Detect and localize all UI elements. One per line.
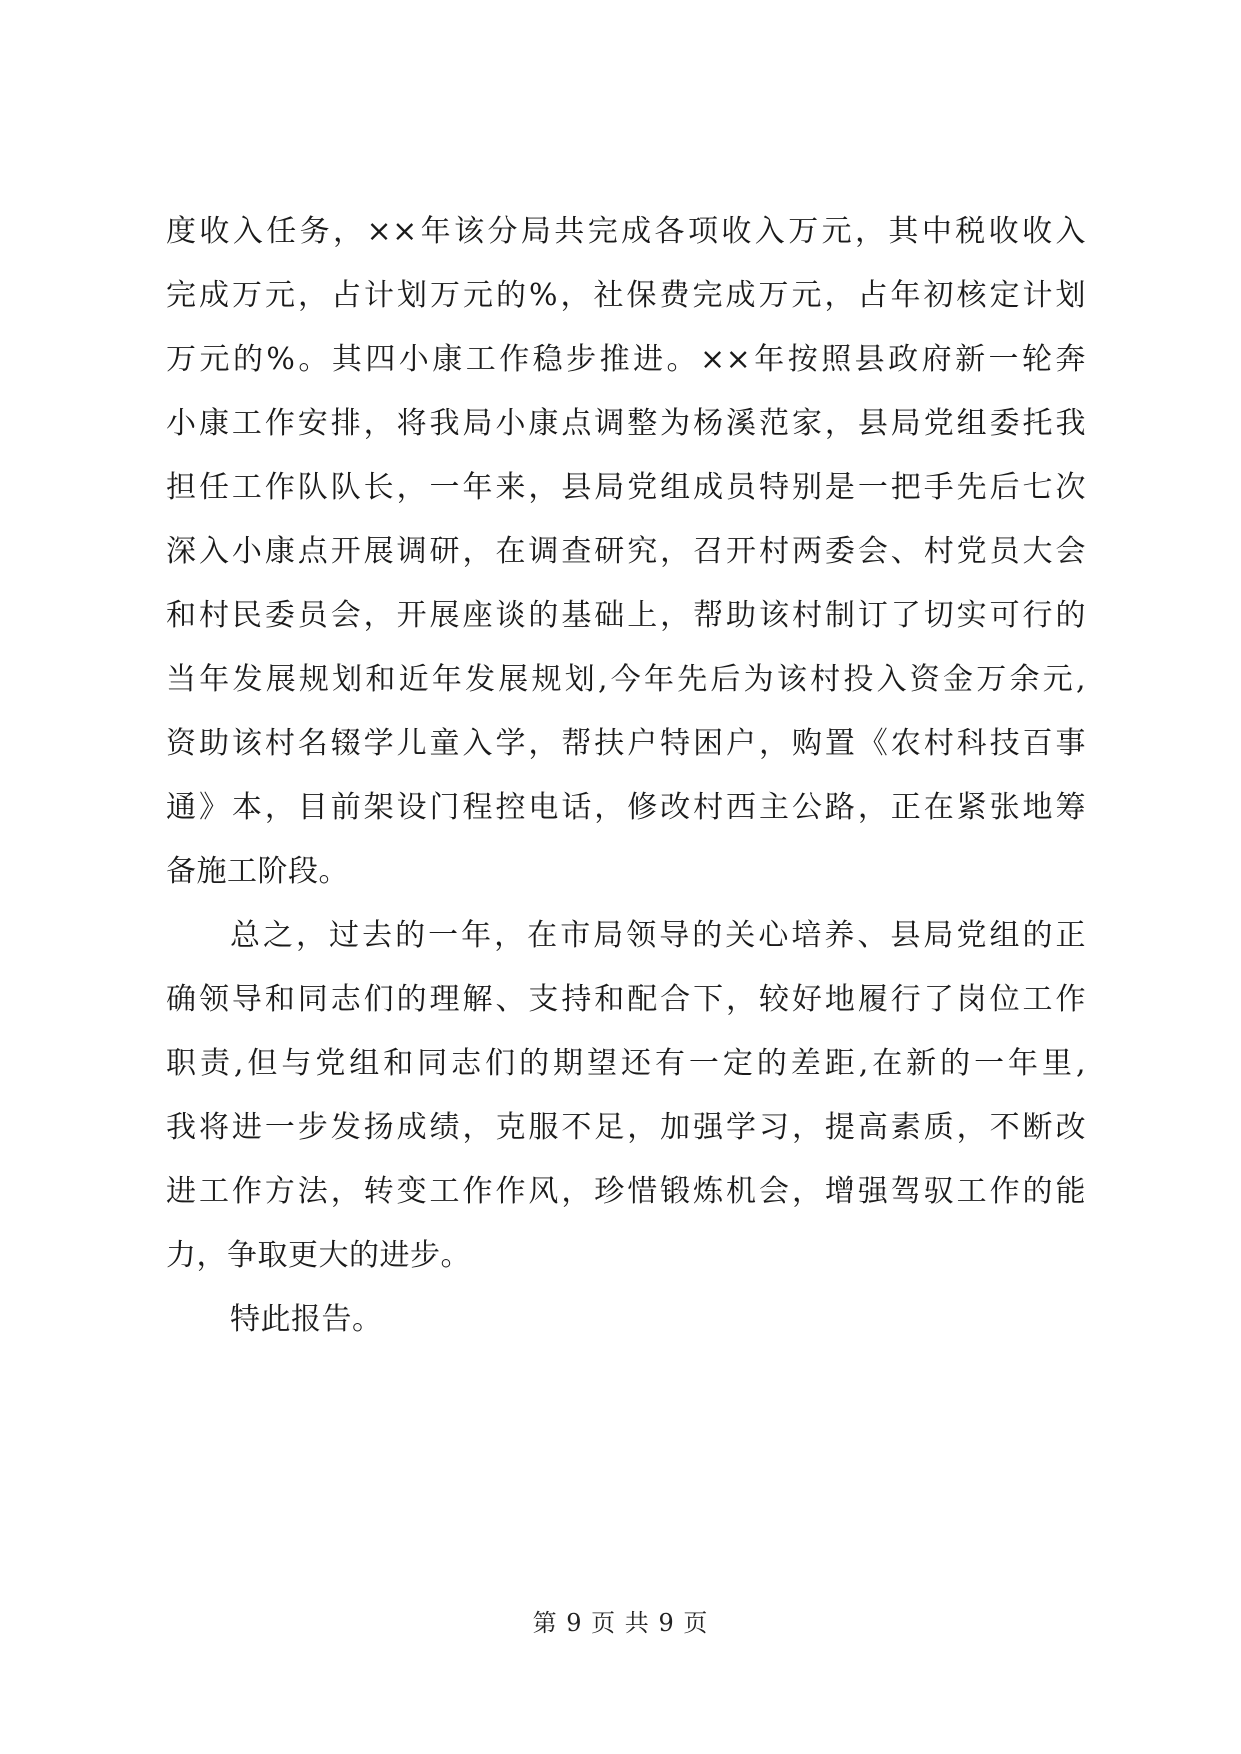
document-body bbox=[166, 200, 1086, 1288]
paragraph-line: 深入小康点开展调研，在调查研究，召开村两委会、村党员大会 bbox=[166, 534, 1086, 569]
paragraph-line: 进工作方法，转变工作作风，珍惜锻炼机会，增强驾驭工作的能 bbox=[166, 1174, 1086, 1209]
paragraph-line: 度收入任务，××年该分局共完成各项收入万元，其中税收收入 bbox=[166, 214, 1086, 249]
paragraph-line: 和村民委员会，开展座谈的基础上，帮助该村制订了切实可行的 bbox=[166, 598, 1086, 633]
paragraph-line: 当年发展规划和近年发展规划,今年先后为该村投入资金万余元, bbox=[166, 662, 1086, 697]
paragraph-line: 完成万元，占计划万元的%，社保费完成万元，占年初核定计划 bbox=[166, 278, 1086, 313]
paragraph-line: 职责,但与党组和同志们的期望还有一定的差距,在新的一年里, bbox=[166, 1046, 1086, 1081]
paragraph-line: 确领导和同志们的理解、支持和配合下，较好地履行了岗位工作 bbox=[166, 982, 1086, 1017]
paragraph-line: 总之，过去的一年，在市局领导的关心培养、县局党组的正 bbox=[230, 918, 1086, 953]
paragraph-line: 担任工作队队长，一年来，县局党组成员特别是一把手先后七次 bbox=[166, 470, 1086, 505]
paragraph-line: 力，争取更大的进步。 bbox=[166, 1238, 471, 1273]
paragraph-line: 资助该村名辍学儿童入学，帮扶户特困户，购置《农村科技百事 bbox=[166, 726, 1086, 761]
paragraph-line: 万元的%。其四小康工作稳步推进。××年按照县政府新一轮奔 bbox=[166, 342, 1086, 377]
paragraph-line: 我将进一步发扬成绩，克服不足，加强学习，提高素质，不断改 bbox=[166, 1110, 1086, 1145]
closing-statement: 特此报告。 bbox=[230, 1302, 383, 1337]
paragraph-line: 通》本，目前架设门程控电话，修改村西主公路，正在紧张地筹 bbox=[166, 790, 1086, 825]
page-footer: 第 9 页 共 9 页 bbox=[532, 1609, 709, 1637]
paragraph-line: 备施工阶段。 bbox=[166, 854, 349, 889]
paragraph-line: 小康工作安排，将我局小康点调整为杨溪范家，县局党组委托我 bbox=[166, 406, 1086, 441]
